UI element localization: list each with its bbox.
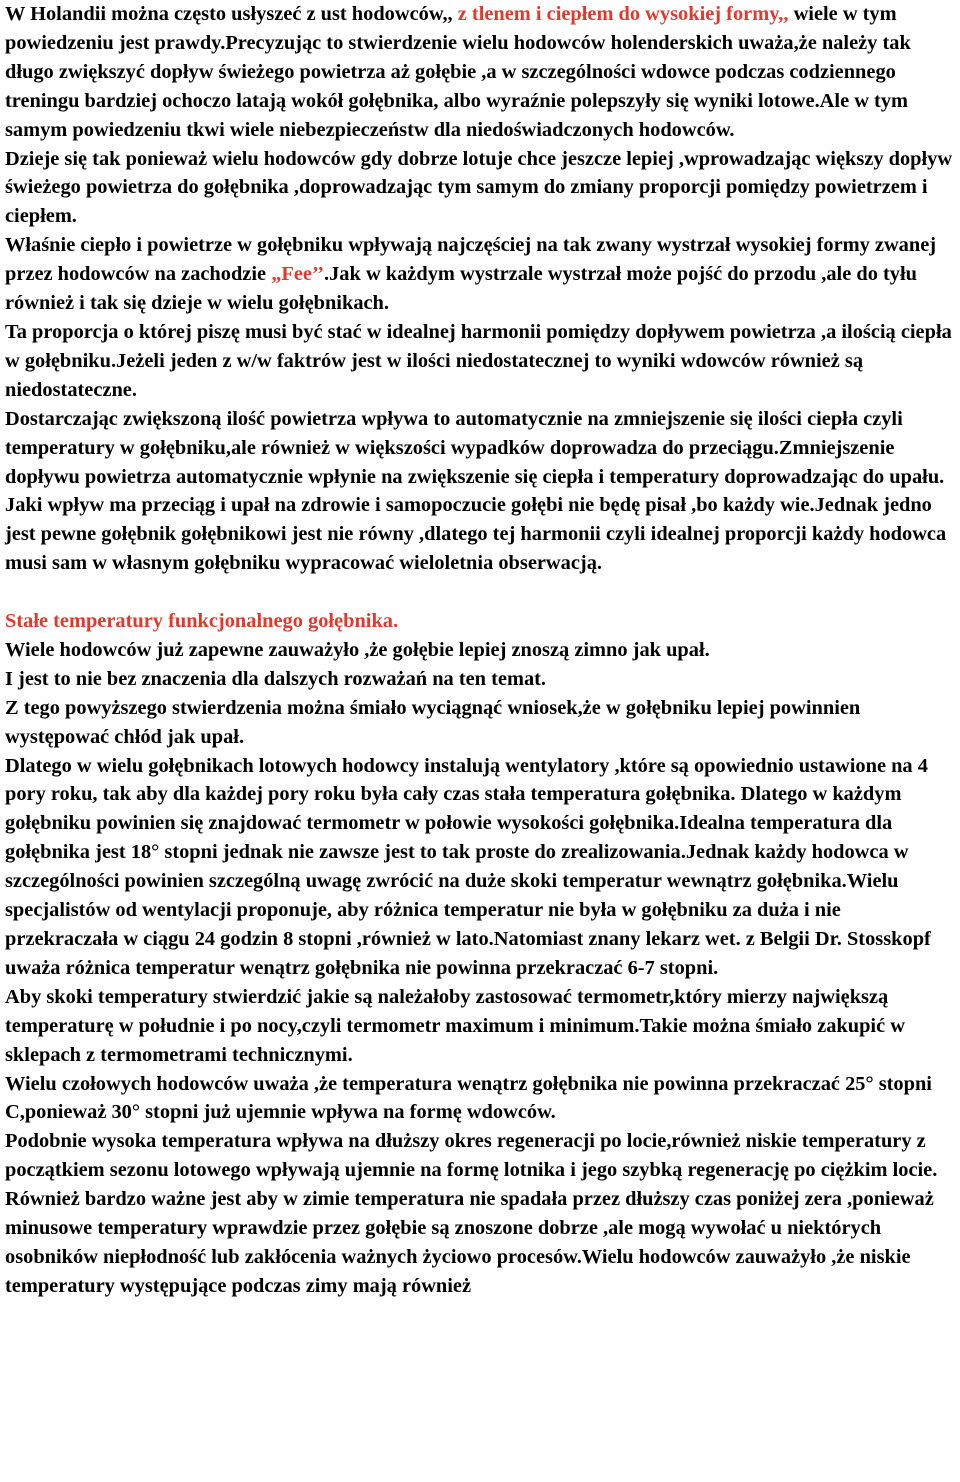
intro-highlighted-quote: z tlenem i ciepłem do wysokiej formy,, [457, 3, 789, 25]
section2-paragraph-6: Wielu czołowych hodowców uważa ,że temperatura wenątrz gołębnika nie powinna przekraczać 25° stopni C,ponieważ 30° stopni już ujemnie wpływa na formę wdowców. [5, 1072, 932, 1124]
section2-paragraph-2: I jest to nie bez znaczenia dla dalszych rozważań na ten temat. [5, 667, 547, 690]
paragraph-intro [5, 0, 956, 145]
section2-paragraph-7: Podobnie wysoka temperatura wpływa na dłuższy okres regeneracji po locie,również niskie temperatury z początkiem sezonu lotowego wpływają ujemnie na formę lotnika i jego szybką regenerację po ciężkim locie. Również bardzo ważne jest aby w zimie temperatura nie spadała przez dłuższy czas poniżej zera ,ponieważ minusowe temperatury wprawdzie przez gołębie są znoszone dobrze ,ale mogą wywołać u niektórych osobników niepłodność lub zakłócenia ważnych życiowo procesów.Wielu hodowców zauważyło ,że niskie temperatury występujące podczas zimy mają również [5, 1130, 938, 1297]
paragraph-2: Dzieje się tak ponieważ wielu hodowców gdy dobrze lotuje chce jeszcze lepiej ,wprowadzając większy dopływ świeżego powietrza do gołębnika ,doprowadzając tym samym do zmiany proporcji pomiędzy powietrzem i ciepłem. [5, 147, 953, 228]
paragraph-5: Dostarczając zwiększoną ilość powietrza wpływa to automatycznie na zmniejszenie się ilości ciepła czyli temperatury w gołębniku,ale również w większości wypadków doprowadza do przeciągu.Zmniejszenie dopływu powietrza automatycznie wpłynie na zwiększenie się ciepła i temperatury doprowadzając do upału. [5, 407, 945, 488]
section2-paragraph-5: Aby skoki temperatury stwierdzić jakie są należałoby zastosować termometr,który mierzy największą temperaturę w południe i po nocy,czyli termometr maximum i minimum.Takie można śmiało zakupić w sklepach z termometrami technicznymi. [5, 985, 905, 1066]
section-spacer [5, 578, 956, 607]
section2-paragraph-3: Z tego powyższego stwierdzenia można śmiało wyciągnąć wniosek,że w gołębniku lepiej powinnien występować chłód jak upał. [5, 696, 861, 748]
intro-text-start: W Holandii można często usłyszeć z ust hodowców,, [5, 3, 458, 25]
paragraph-3-start: Właśnie ciepło i powietrze w gołębniku wpływają najczęściej na tak zwany wystrzał wysokiej formy zwanej przez hodowców na zachodzie [5, 234, 937, 286]
section-heading: Stałe temperatury funkcjonalnego gołębnika. [5, 610, 399, 633]
paragraph-3 [5, 231, 956, 318]
section2-paragraph-4: Dlatego w wielu gołębnikach lotowych hodowcy instalują wentylatory ,które są opowiednio ustawione na 4 pory roku, tak aby dla każdej pory roku była cały czas stała temperatura gołębnika. Dlatego w każdym gołębniku powinien się znajdować termometr w połowie wysokości gołębnika.Idealna temperatura dla gołębnika jest 18° stopni jednak nie zawsze jest to tak proste do zrealizowania.Jednak każdy hodowca w szczególności powinien szczególną uwagę zwrócić na duże skoki temperatur wewnątrz gołębnika.Wielu specjalistów od wentylacji proponuje, aby różnica temperatur nie była w gołębniku za duża i nie przekraczała w ciągu 24 godzin 8 stopni ,również w lato.Natomiast znany lekarz wet. z Belgii Dr. Stosskopf uważa różnica temperatur wenątrz gołębnika nie powinna przekraczać 6-7 stopni. [5, 754, 931, 979]
intro-text-end: wiele w tym powiedzeniu jest prawdy.Precyzując to stwierdzenie wielu hodowców holenderskich uważa,że należy tak długo zwiększyć dopływ świeżego powietrza aż gołębie ,a w szczególności wdowce podczas codziennego treningu bardziej ochoczo latają wokół gołębnika, albo wyraźnie polepszyły się wyniki lotowe.Ale w tym samym powiedzeniu tkwi wiele niebezpieczeństw dla niedoświadczonych hodowców. [5, 3, 911, 141]
paragraph-4: Ta proporcja o której piszę musi być stać w idealnej harmonii pomiędzy dopływem powietrza ,a ilością ciepła w gołębniku.Jeżeli jeden z w/w faktrów jest w ilości niedostatecznej to wyniki wdowców również są niedostateczne. [5, 320, 952, 401]
paragraph-6: Jaki wpływ ma przeciąg i upał na zdrowie i samopoczucie gołębi nie będę pisał ,bo każdy wie.Jednak jedno jest pewne gołębnik gołębnikowi jest nie równy ,dlatego tej harmonii czyli idealnej proporcji każdy hodowca musi sam w własnym gołębniku wypracować wieloletnia obserwacją. [5, 494, 947, 575]
paragraph-3-end: .Jak w każdym wystrzale wystrzał może pojść do przodu ,ale do tyłu również i tak się dzieje w wielu gołębnikach. [5, 263, 917, 315]
fee-highlight: „Fee’’ [271, 263, 325, 286]
section2-paragraph-1: Wiele hodowców już zapewne zauważyło ,że gołębie lepiej znoszą zimno jak upał. [5, 638, 710, 661]
